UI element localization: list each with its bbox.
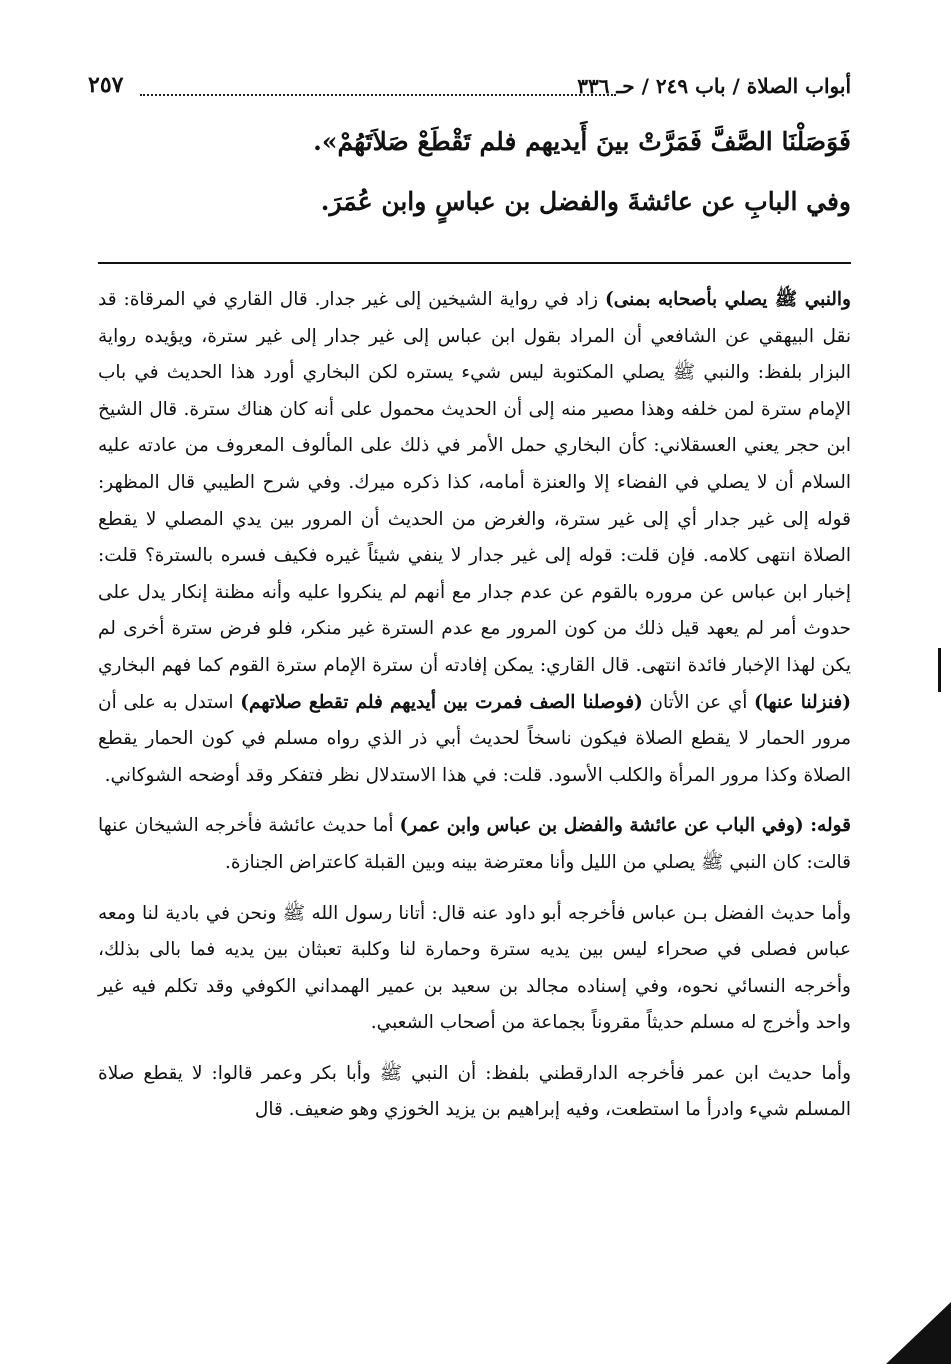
page-header (88, 64, 851, 98)
running-title: أبواب الصلاة / باب ٢٤٩ / حـ ٣٣٦ (577, 74, 851, 98)
commentary-text: أما حديث عائشة فأخرجه الشيخان عنها قالت: كان النبي ﷺ يصلي من الليل وأنا معترضة بينه وبين القبلة كاعتراض الجنازة. (98, 815, 851, 873)
footnote-separator (98, 262, 851, 264)
commentary-paragraph-1 (98, 282, 851, 794)
commentary-text: استدل به على أن مرور الحمار لا يقطع الصلاة فيكون ناسخاً لحديث أبي ذر الذي رواه مسلم في كون الحمار يقطع الصلاة وكذا مرور المرأة والكلب الأسود. قلت: في هذا الاستدلال نظر فتفكر وقد أوضحه الشوكاني. (98, 691, 851, 786)
commentary-text: زاد في رواية الشيخين إلى غير جدار. قال القاري في المرقاة: قد نقل البيهقي عن الشافعي أن المراد بقول ابن عباس إلى غير جدار إلى غير سترة، ويؤيده رواية البزار بلفظ: والنبي ﷺ يصلي المكتوبة ليس شيء يستره لكن البخاري أورد هذا الحديث في باب الإمام سترة لمن خلفه وهذا مصير منه إلى أن الحديث محمول على أنه كان هناك سترة. قال الشيخ ابن حجر يعني العسقلاني: كأن البخاري حمل الأمر في ذلك على المألوف المعروف من عادته عليه السلام أن لا يصلي في الفضاء إلا والعنزة أمامه، كذا ذكره ميرك. وفي شرح الطيبي قال المظهر: قوله إلى غير جدار أي إلى غير سترة، والغرض من الحديث أن المرور بين يدي المصلي لا يقطع الصلاة انتهى كلامه. فإن قلت: قوله إلى غير جدار لا ينفي شيئاً غيره فكيف فسره بالسترة؟ قلت: إخبار ابن عباس عن مروره بالقوم عن عدم جدار مع أنهم لم ينكروا عليه وأنه مظنة إنكار يدل على حدوث أمر لم يعهد قيل ذلك من كون المرور مع عدم السترة غير منكر، فلو فرض سترة أخرى لم يكن لهذا الإخبار فائدة انتهى. قال القاري: يمكن إفادته أن سترة الإمام سترة القوم كما فهم البخاري (98, 289, 851, 676)
commentary-paragraph-3: وأما حديث الفضل بـن عباس فأخرجه أبو داود عنه قال: أتانا رسول الله ﷺ ونحن في بادية لنا ومعه عباس فصلى في صحراء ليس بين يديه سترة وحمارة لنا وكلبة تعبثان بين يديه فما بالى بذلك، وأخرجه النسائي نحوه، وفي إسناده مجالد بن سعيد بن عمير الهمداني الكوفي وقد تكلم فيه غير واحد وأخرج له مسلم حديثاً مقروناً بجماعة من أصحاب الشعبي. (98, 902, 851, 1034)
hadith-text (120, 112, 851, 232)
page-corner-shadow (886, 1302, 951, 1364)
page-number: ٢٥٧ (88, 72, 124, 98)
bold-quote: والنبي ﷺ يصلي بأصحابه بمنى) (604, 289, 851, 310)
bold-quote: (فنزلنا عنها) (754, 691, 851, 713)
commentary-paragraph-4: وأما حديث ابن عمر فأخرجه الدارقطني بلفظ: أن النبي ﷺ وأبا بكر وعمر قالوا: لا يقطع صلاة المسلم شيء وادرأ ما استطعت، وفيه إبراهيم بن يزيد الخوزي وهو ضعيف. قال (98, 1062, 851, 1121)
bold-quote: (فوصلنا الصف فمرت بين أيديهم فلم تقطع صلاتهم) (240, 691, 643, 713)
hadith-line-2: وفي البابِ عن عائشةَ والفضل بن عباسٍ وابن عُمَرَ. (320, 187, 851, 216)
commentary-paragraph-2 (98, 808, 851, 881)
header-dotted-rule (140, 94, 616, 96)
margin-mark (938, 648, 941, 692)
commentary (98, 282, 851, 1143)
hadith-line-1: فَوَصَلْنَا الصَّفَّ فَمَرَّتْ بينَ أَيديهم فلم تَقْطَعْ صَلاَتَهُمْ». (313, 127, 851, 156)
commentary-text: أي عن الأتان (642, 691, 755, 713)
bold-quote: قوله: (وفي الباب عن عائشة والفضل بن عباس وابن عمر) (399, 815, 851, 837)
